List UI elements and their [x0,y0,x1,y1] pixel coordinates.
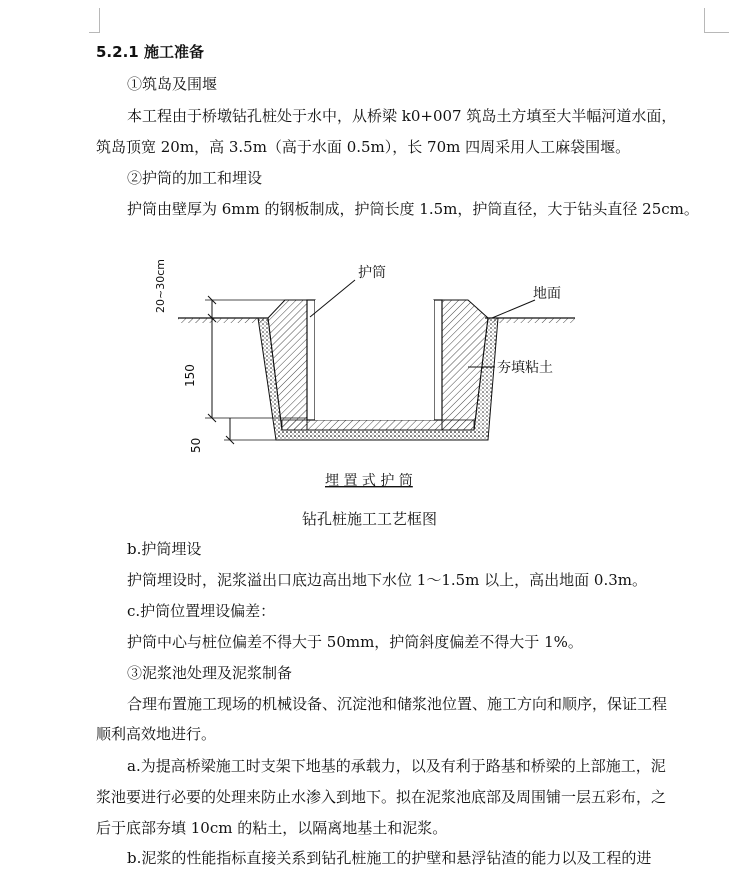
paragraph-line: 护筒埋设时，泥浆溢出口底边高出地下水位 1～1.5m 以上，高出地面 0.3m。 [127,571,648,589]
casing-wall-right [434,300,442,420]
paragraph-line: 本工程由于桥墩钻孔桩处于水中，从桥梁 k0+007 筑岛土方填至大半幅河道水面， [127,107,677,125]
paragraph-heading-c: c.护筒位置埋设偏差： [127,602,276,620]
crop-mark-left [89,8,100,33]
ground-hatch-left [178,318,268,323]
label-ground: 地面 [533,286,561,302]
paragraph-line: 浆池要进行必要的处理来防止水渗入到地下。拟在泥浆池底部及周围铺一层五彩布，之 [96,788,667,806]
figure-caption: 钻孔桩施工工艺框图 [301,510,437,528]
paragraph-heading-casing: ②护筒的加工和埋设 [127,169,263,187]
label-casing: 护筒 [358,265,386,281]
paragraph-heading-slurry: ③泥浆池处理及泥浆制备 [127,664,293,682]
section-heading [96,42,204,62]
paragraph-line: 筑岛顶宽 20m，高 3.5m（高于水面 0.5m），长 70m 四周采用人工麻袋围堰。 [96,138,631,156]
dim-top: 20~30cm [154,259,167,313]
section-title: 施工准备 [143,43,204,61]
paragraph-line: b.泥浆的性能指标直接关系到钻孔桩施工的护壁和悬浮钻渣的能力以及工程的进 [127,849,652,867]
paragraph-heading-b: b.护筒埋设 [127,540,202,558]
casing-diagram [150,255,590,495]
dim-bottom: 50 [189,437,203,453]
paragraph-line: a.为提高桥梁施工时支架下地基的承载力，以及有利于路基和桥梁的上部施工，泥 [127,757,666,775]
crop-mark-right [704,8,729,33]
paragraph-line: 后于底部夯填 10cm 的粘土，以隔离地基土和泥浆。 [96,819,448,837]
paragraph-heading-island: ①筑岛及围堰 [127,75,218,93]
label-tamped-clay: 夯填粘土 [497,360,553,376]
paragraph-line: 顺利高效地进行。 [96,725,217,743]
casing-wall-left [307,300,315,420]
section-number: 5.2.1 [96,43,139,61]
paragraph-line: 护筒中心与桩位偏差不得大于 50mm，护筒斜度偏差不得大于 1%。 [127,633,583,651]
paragraph-line: 合理布置施工现场的机械设备、沉淀池和储浆池位置、施工方向和顺序，保证工程 [127,695,668,713]
ground-hatch-right [485,318,575,323]
paragraph-line: 护筒由壁厚为 6mm 的钢板制成，护筒长度 1.5m，护筒直径，大于钻头直径 25cm。 [127,200,699,218]
figure-subtitle: 埋 置 式 护 筒 [325,473,413,489]
casing-interior [315,300,434,420]
clay-fill-bottom [282,420,474,430]
dim-middle: 150 [183,364,197,387]
